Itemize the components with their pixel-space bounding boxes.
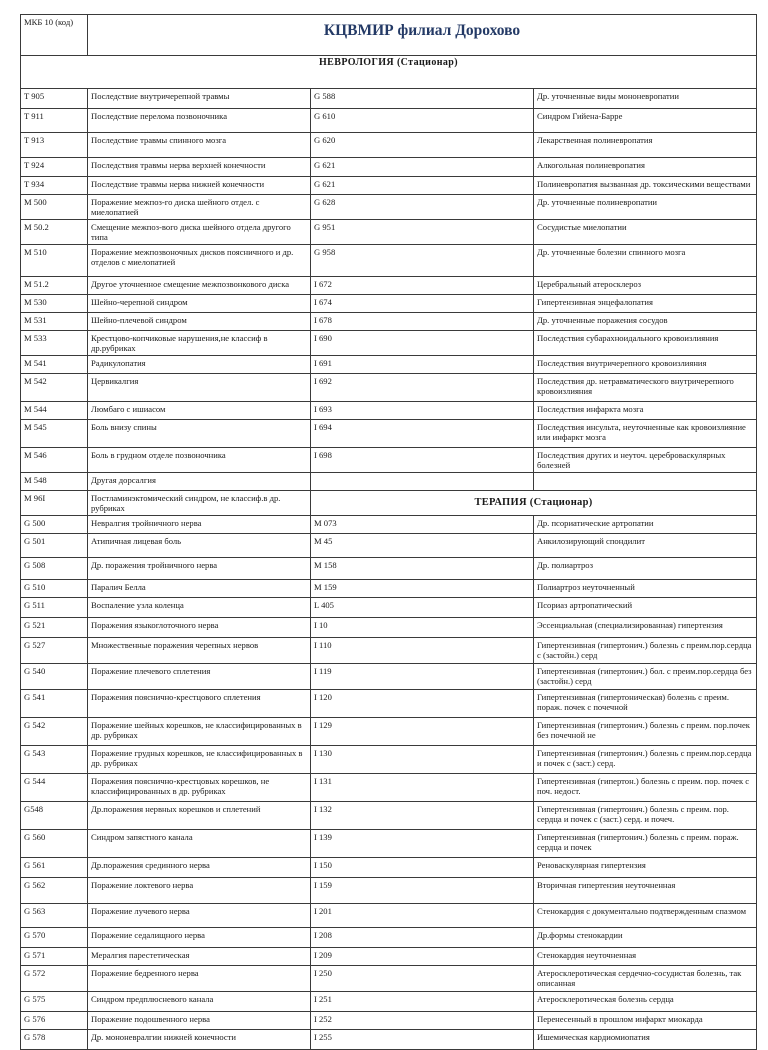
diagnosis-cell: Поражение межпоз-го диска шейного отдел. с миелопатией	[88, 195, 311, 220]
diagnosis-cell: Воспаление узла коленца	[88, 598, 311, 618]
icd-code-cell: G 563	[21, 904, 88, 928]
diagnosis-cell: Невралгия тройничного нерва	[88, 516, 311, 534]
diagnosis-cell: Вторичная гипертензия неуточненная	[534, 878, 757, 904]
icd-code-cell: I 10	[311, 618, 534, 638]
diagnosis-cell: Другое уточненное смещение межпозвонкового диска	[88, 277, 311, 295]
diagnosis-cell	[534, 473, 757, 491]
diagnosis-cell: Поражения пояснично-крестцовых корешков, не классифицированных в др. рубриках	[88, 774, 311, 802]
diagnosis-cell: Поражение лучевого нерва	[88, 904, 311, 928]
icd-code-cell: I 129	[311, 718, 534, 746]
icd-code-cell: G 621	[311, 177, 534, 195]
diagnosis-cell: Последствия субарахноидального кровоизлияния	[534, 331, 757, 356]
diagnosis-cell: Поражение локтевого нерва	[88, 878, 311, 904]
table-row	[21, 558, 757, 580]
icd-code-cell: M 531	[21, 313, 88, 331]
page-title: КЦВМИР филиал Дорохово	[88, 15, 757, 56]
icd-table-sheet	[20, 14, 757, 1050]
diagnosis-cell: Псориаз артропатический	[534, 598, 757, 618]
icd-code-cell: M 541	[21, 356, 88, 374]
icd-code-cell: I 132	[311, 802, 534, 830]
icd-code-cell: M 510	[21, 245, 88, 277]
diagnosis-cell: Алкогольная полиневропатия	[534, 158, 757, 177]
table-row	[21, 109, 757, 133]
icd-code-cell: M 158	[311, 558, 534, 580]
icd-code-cell: G 508	[21, 558, 88, 580]
diagnosis-cell: Ишемическая кардиомиопатия	[534, 1030, 757, 1050]
diagnosis-cell: Крестцово-копчиковые нарушения,не классиф в др.рубриках	[88, 331, 311, 356]
diagnosis-cell: Поражения пояснично-крестцового сплетения	[88, 690, 311, 718]
diagnosis-cell: Цервикалгия	[88, 374, 311, 402]
diagnosis-cell: Др. поражения тройничного нерва	[88, 558, 311, 580]
icd-code-cell: L 405	[311, 598, 534, 618]
icd-code-cell: G 620	[311, 133, 534, 158]
diagnosis-cell: Поражение межпозвоночных дисков поясничного и др. отделов с миелопатией	[88, 245, 311, 277]
table-row	[21, 374, 757, 402]
table-row	[21, 313, 757, 331]
diagnosis-cell: Последствие перелома позвоночника	[88, 109, 311, 133]
diagnosis-cell: Поражение бедренного нерва	[88, 966, 311, 992]
icd-code-cell: M 96I	[21, 491, 88, 516]
diagnosis-cell: Сосудистые миелопатии	[534, 220, 757, 245]
icd-code-cell: G 542	[21, 718, 88, 746]
diagnosis-cell: Стенокардия с документально подтвержденным спазмом	[534, 904, 757, 928]
icd-code-cell: I 130	[311, 746, 534, 774]
table-row	[21, 878, 757, 904]
table-row	[21, 158, 757, 177]
table-row	[21, 356, 757, 374]
diagnosis-cell: Боль внизу спины	[88, 420, 311, 448]
diagnosis-cell: Синдром запястного канала	[88, 830, 311, 858]
table-row	[21, 89, 757, 109]
icd-code-cell: I 678	[311, 313, 534, 331]
table-row	[21, 858, 757, 878]
table-row	[21, 802, 757, 830]
table-row	[21, 277, 757, 295]
icd-code-cell: I 251	[311, 992, 534, 1012]
icd-code-cell: M 073	[311, 516, 534, 534]
diagnosis-cell: Поражения языкоглоточного нерва	[88, 618, 311, 638]
diagnosis-cell: Шейно-плечевой синдром	[88, 313, 311, 331]
table-row	[21, 195, 757, 220]
table-row	[21, 245, 757, 277]
diagnosis-cell: Гипертензивная (гипертонич.) бол. с преим.пор.сердца без (застойн.) серд	[534, 664, 757, 690]
dept-neurology-heading: НЕВРОЛОГИЯ (Стационар)	[21, 56, 757, 89]
table-row	[21, 992, 757, 1012]
diagnosis-cell: Гипертензивная (гипертонич.) болезнь с преим. пораж. сердца и почек	[534, 830, 757, 858]
table-row	[21, 774, 757, 802]
icd-code-cell: I 672	[311, 277, 534, 295]
diagnosis-cell: Гипертензивная (гипертонич.) болезнь с преим.пор.сердца с (застойн.) серд	[534, 638, 757, 664]
icd-code-cell: M 45	[311, 534, 534, 558]
diagnosis-cell: Др.поражения нервных корешков и сплетений	[88, 802, 311, 830]
dept-therapy-heading: ТЕРАПИЯ (Стационар)	[311, 491, 757, 516]
icd-code-cell: I 201	[311, 904, 534, 928]
diagnosis-cell: Реноваскулярная гипертензия	[534, 858, 757, 878]
icd-code-cell: I 698	[311, 448, 534, 473]
icd-code-cell: G 621	[311, 158, 534, 177]
icd-code-cell: G 540	[21, 664, 88, 690]
icd-code-cell: I 120	[311, 690, 534, 718]
diagnosis-cell: Перенесенный в прошлом инфаркт миокарда	[534, 1012, 757, 1030]
table-row	[21, 177, 757, 195]
icd-code-cell: M 500	[21, 195, 88, 220]
table-row	[21, 220, 757, 245]
diagnosis-cell: Последствие травмы спинного мозга	[88, 133, 311, 158]
diagnosis-cell: Гипертензивная (гипертонич.) болезнь с преим.пор.сердца и почек с (заст.) серд.	[534, 746, 757, 774]
diagnosis-cell: Др. уточненные полиневропатии	[534, 195, 757, 220]
icd-code-cell: I 119	[311, 664, 534, 690]
icd-code-cell: I 159	[311, 878, 534, 904]
table-row	[21, 598, 757, 618]
icd-code-cell: G 544	[21, 774, 88, 802]
table-row	[21, 638, 757, 664]
diagnosis-cell: Полиартроз неуточненный	[534, 580, 757, 598]
diagnosis-cell: Атеросклеротическая сердечно-сосудистая болезнь, так описанная	[534, 966, 757, 992]
table-row	[21, 491, 757, 516]
diagnosis-cell: Др.поражения срединного нерва	[88, 858, 311, 878]
diagnosis-cell: Синдром предплюсневого канала	[88, 992, 311, 1012]
table-row	[21, 718, 757, 746]
icd-code-cell: G 561	[21, 858, 88, 878]
icd-code-cell: M 544	[21, 402, 88, 420]
icd-code-cell: G 541	[21, 690, 88, 718]
diagnosis-cell: Последствия внутричерепного кровоизлияния	[534, 356, 757, 374]
diagnosis-cell: Люмбаго с ишиасом	[88, 402, 311, 420]
icd-code-cell: G 560	[21, 830, 88, 858]
icd-code-cell: I 691	[311, 356, 534, 374]
icd-code-cell: M 542	[21, 374, 88, 402]
diagnosis-cell: Постламинэктомический синдром, не классиф.в др. рубриках	[88, 491, 311, 516]
diagnosis-cell: Последствия травмы нерва верхней конечности	[88, 158, 311, 177]
diagnosis-cell: Боль в грудном отделе позвоночника	[88, 448, 311, 473]
diagnosis-cell: Др. мононевралгии нижней конечности	[88, 1030, 311, 1050]
table-row	[21, 618, 757, 638]
header-row	[21, 15, 757, 56]
icd-table	[20, 14, 757, 1050]
diagnosis-cell: Последствия инсульта, неуточненные как кровоизлияние или инфаркт мозга	[534, 420, 757, 448]
diagnosis-cell: Синдром Гийена-Барре	[534, 109, 757, 133]
diagnosis-cell: Полиневропатия вызванная др. токсическими веществами	[534, 177, 757, 195]
diagnosis-cell: Последствия других и неуточ. цереброваскулярных болезней	[534, 448, 757, 473]
icd-code-cell: I 209	[311, 948, 534, 966]
icd-code-cell: G 610	[311, 109, 534, 133]
icd-code-cell: G 510	[21, 580, 88, 598]
icd-code-cell: M 548	[21, 473, 88, 491]
table-row	[21, 516, 757, 534]
icd-code-cell: M 546	[21, 448, 88, 473]
diagnosis-cell: Последствие внутричерепной травмы	[88, 89, 311, 109]
icd-code-cell: G 575	[21, 992, 88, 1012]
icd-code-cell: G 588	[311, 89, 534, 109]
table-row	[21, 664, 757, 690]
icd-code-cell: T 924	[21, 158, 88, 177]
mkb-code-label: МКБ 10 (код)	[21, 15, 88, 56]
table-row	[21, 690, 757, 718]
icd-code-cell: G 951	[311, 220, 534, 245]
diagnosis-cell: Др. полиартроз	[534, 558, 757, 580]
icd-code-cell: T 911	[21, 109, 88, 133]
table-row	[21, 830, 757, 858]
diagnosis-cell: Др. псориатические артропатии	[534, 516, 757, 534]
icd-code-cell: M 545	[21, 420, 88, 448]
icd-code-cell: G 572	[21, 966, 88, 992]
icd-code-cell: T 934	[21, 177, 88, 195]
icd-code-cell: I 250	[311, 966, 534, 992]
diagnosis-cell: Гипертензивная (гипертонич.) болезнь с преим. пор.почек без почечной не	[534, 718, 757, 746]
icd-code-cell: G548	[21, 802, 88, 830]
diagnosis-cell: Смещение межпоз-вого диска шейного отдела другого типа	[88, 220, 311, 245]
diagnosis-cell: Поражение грудных корешков, не классифицированных в др. рубриках	[88, 746, 311, 774]
diagnosis-cell: Анкилозирующий спондилит	[534, 534, 757, 558]
diagnosis-cell: Эссенциальная (специализированная) гипертензия	[534, 618, 757, 638]
icd-code-cell: T 913	[21, 133, 88, 158]
table-row	[21, 295, 757, 313]
table-row	[21, 1030, 757, 1050]
icd-code-cell: G 511	[21, 598, 88, 618]
icd-code-cell: I 131	[311, 774, 534, 802]
table-row	[21, 534, 757, 558]
diagnosis-cell: Шейно-черепной синдром	[88, 295, 311, 313]
table-row	[21, 448, 757, 473]
icd-code-cell: M 533	[21, 331, 88, 356]
diagnosis-cell: Атеросклеротическая болезнь сердца	[534, 992, 757, 1012]
icd-code-cell: G 576	[21, 1012, 88, 1030]
icd-code-cell: I 690	[311, 331, 534, 356]
table-row	[21, 904, 757, 928]
table-row	[21, 580, 757, 598]
icd-code-cell: I 150	[311, 858, 534, 878]
icd-code-cell: I 694	[311, 420, 534, 448]
diagnosis-cell: Др. уточненные поражения сосудов	[534, 313, 757, 331]
icd-code-cell: I 252	[311, 1012, 534, 1030]
icd-code-cell: I 208	[311, 928, 534, 948]
diagnosis-cell: Атипичная лицевая боль	[88, 534, 311, 558]
diagnosis-cell: Поражение подошвенного нерва	[88, 1012, 311, 1030]
icd-code-cell: G 628	[311, 195, 534, 220]
icd-code-cell: G 958	[311, 245, 534, 277]
table-row	[21, 1012, 757, 1030]
diagnosis-cell: Гипертензивная (гипертонич.) болезнь с преим. пор. сердца и почек с (заст.) серд. и почеч.	[534, 802, 757, 830]
icd-code-cell: I 674	[311, 295, 534, 313]
diagnosis-cell: Множественные поражения черепных нервов	[88, 638, 311, 664]
diagnosis-cell: Поражение седалищного нерва	[88, 928, 311, 948]
diagnosis-cell: Стенокардия неуточненная	[534, 948, 757, 966]
icd-code-cell: I 139	[311, 830, 534, 858]
icd-code-cell: G 527	[21, 638, 88, 664]
table-row	[21, 948, 757, 966]
diagnosis-cell: Лекарственная полиневропатия	[534, 133, 757, 158]
diagnosis-cell: Церебральный атеросклероз	[534, 277, 757, 295]
table-row	[21, 402, 757, 420]
diagnosis-cell: Последствие травмы нерва нижней конечности	[88, 177, 311, 195]
icd-code-cell: G 571	[21, 948, 88, 966]
diagnosis-cell: Др.формы стенокардии	[534, 928, 757, 948]
icd-code-cell: M 530	[21, 295, 88, 313]
icd-code-cell: I 110	[311, 638, 534, 664]
diagnosis-cell: Поражение шейных корешков, не классифицированных в др. рубриках	[88, 718, 311, 746]
icd-code-cell: G 521	[21, 618, 88, 638]
diagnosis-cell: Паралич Белла	[88, 580, 311, 598]
icd-code-cell: G 570	[21, 928, 88, 948]
icd-code-cell: G 562	[21, 878, 88, 904]
diagnosis-cell: Гипертензивная (гипертоническая) болезнь с преим. пораж. почек с почечной	[534, 690, 757, 718]
icd-code-cell: M 159	[311, 580, 534, 598]
table-row	[21, 928, 757, 948]
table-row	[21, 746, 757, 774]
icd-code-cell: T 905	[21, 89, 88, 109]
diagnosis-cell: Гипертензивная энцефалопатия	[534, 295, 757, 313]
table-row	[21, 331, 757, 356]
table-row	[21, 420, 757, 448]
icd-code-cell: I 255	[311, 1030, 534, 1050]
icd-code-cell: I 692	[311, 374, 534, 402]
icd-code-cell	[311, 473, 534, 491]
table-row	[21, 473, 757, 491]
diagnosis-cell: Др. уточненные виды мононевропатии	[534, 89, 757, 109]
diagnosis-cell: Радикулопатия	[88, 356, 311, 374]
icd-code-cell: G 543	[21, 746, 88, 774]
icd-code-cell: G 578	[21, 1030, 88, 1050]
icd-code-cell: G 500	[21, 516, 88, 534]
dept-row	[21, 56, 757, 89]
diagnosis-cell: Поражение плечевого сплетения	[88, 664, 311, 690]
diagnosis-cell: Др. уточненные болезни спинного мозга	[534, 245, 757, 277]
icd-code-cell: G 501	[21, 534, 88, 558]
icd-code-cell: M 51.2	[21, 277, 88, 295]
table-row	[21, 966, 757, 992]
diagnosis-cell: Последствия др. нетравматического внутричерепного кровоизлияния	[534, 374, 757, 402]
diagnosis-cell: Мералгия парестетическая	[88, 948, 311, 966]
diagnosis-cell: Другая дорсалгия	[88, 473, 311, 491]
table-row	[21, 133, 757, 158]
diagnosis-cell: Последствия инфаркта мозга	[534, 402, 757, 420]
icd-code-cell: M 50.2	[21, 220, 88, 245]
icd-code-cell: I 693	[311, 402, 534, 420]
diagnosis-cell: Гипертензивная (гипертон.) болезнь с преим. пор. почек с поч. недост.	[534, 774, 757, 802]
